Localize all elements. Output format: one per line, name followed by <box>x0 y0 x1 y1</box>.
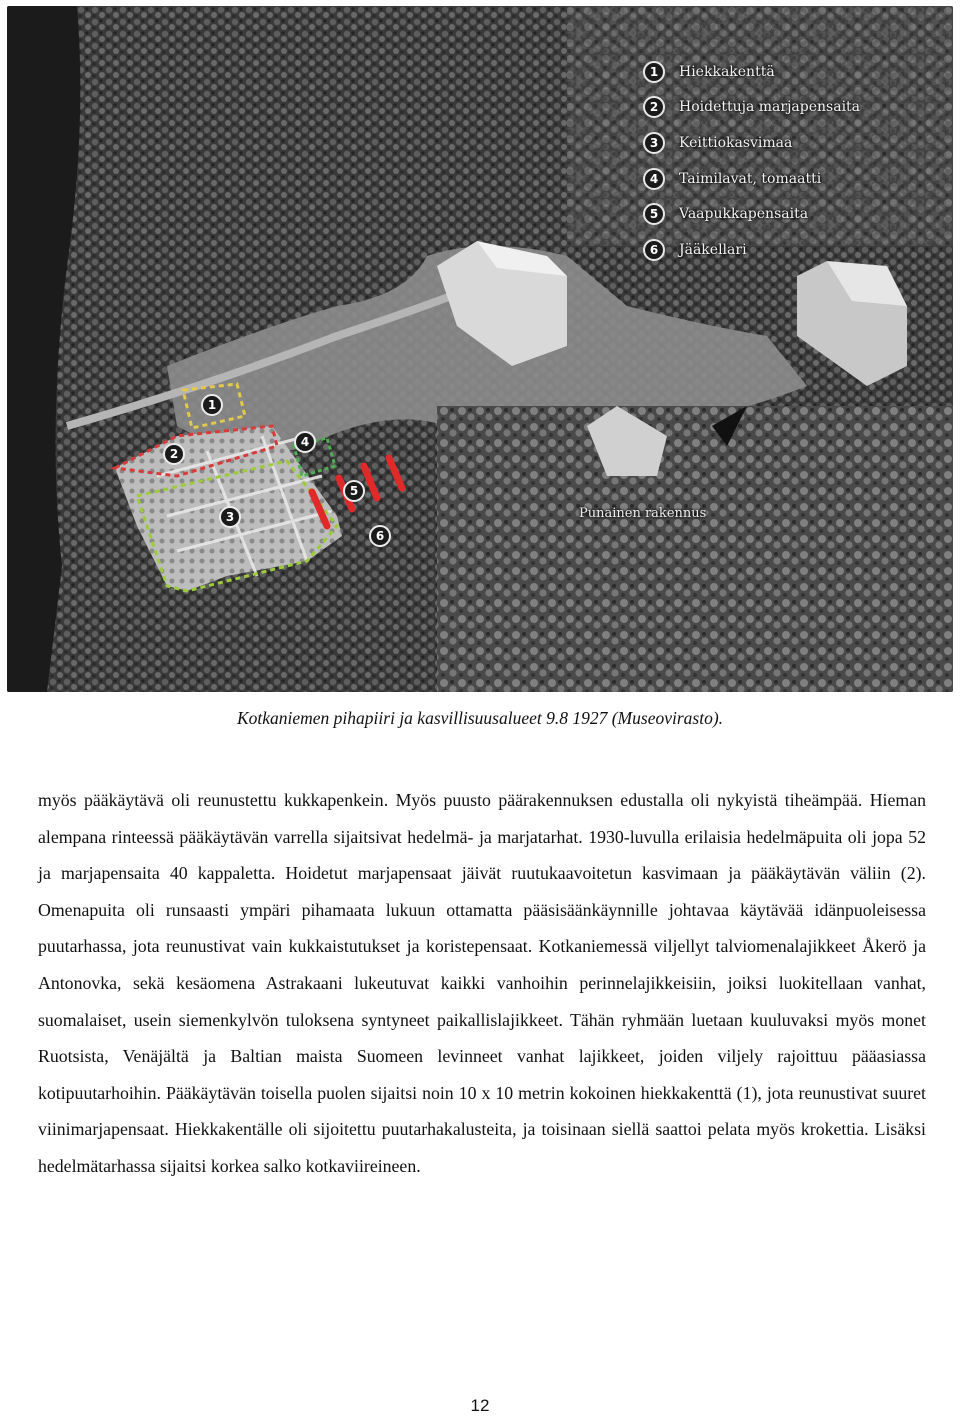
map-marker-2: 2 <box>163 443 185 465</box>
legend-item <box>643 161 903 197</box>
legend-label: Jääkellari <box>679 241 747 258</box>
legend-label: Hoidettuja marjapensaita <box>679 99 861 116</box>
map-marker-5: 5 <box>343 480 365 502</box>
legend-number: 1 <box>643 61 665 83</box>
legend-item <box>643 232 903 268</box>
legend-number: 3 <box>643 132 665 154</box>
legend-item <box>643 90 903 126</box>
map-marker-1: 1 <box>201 394 223 416</box>
map-marker-6: 6 <box>369 525 391 547</box>
map-marker-4: 4 <box>294 431 316 453</box>
legend-item <box>643 54 903 90</box>
legend-label: Keittiokasvimaa <box>679 134 793 151</box>
aerial-photo <box>7 6 953 692</box>
legend-item <box>643 196 903 232</box>
legend-label: Taimilavat, tomaatti <box>679 170 822 187</box>
legend-item <box>643 125 903 161</box>
figure-caption: Kotkaniemen pihapiiri ja kasvillisuusalueet 9.8 1927 (Museovirasto). <box>236 708 724 728</box>
legend-number: 6 <box>643 239 665 261</box>
map-marker-3: 3 <box>219 506 241 528</box>
legend-number: 2 <box>643 96 665 118</box>
legend-label: Hiekkakenttä <box>679 63 775 80</box>
legend-number: 4 <box>643 168 665 190</box>
building-label: Punainen rakennus <box>579 506 707 521</box>
photo-legend <box>643 54 903 268</box>
body-paragraph: myös pääkäytävä oli reunustettu kukkapenkein. Myös puusto päärakennuksen edustalla oli nykyistä tiheämpää. Hieman alempana rinteessä pääkäytävän varrella sijaitsivat hedelmä- ja marjatarhat. 1930-luvulla erilaisia hedelmäpuita oli jopa 52 ja marjapensaita 40 kappaletta. Hoidetut marjapensaat jäivät ruutukaavoitetun kasvimaan ja pääkäytävän väliin (2). Omenapuita oli runsaasti ympäri pihamaata lukuun ottamatta pääsisäänkäynnille johtavaa käytävää idänpuoleisessa puutarhassa, jota reunustivat vain kukkaistutukset ja koristepensaat. Kotkaniemessä viljellyt talviomenalajikkeet Åkerö ja Antonovka, sekä kesäomena Astrakaani lukeutuvat kaikki vanhoihin perinnelajikkeisiin, joiksi luokitellaan vanhat, suomalaiset, usein siemenkylvön tuloksena syntyneet paikallislajikkeet. Tähän ryhmään luetaan kuuluvaksi myös monet Ruotsista, Venäjältä ja Baltian maista Suomeen levinneet vanhat lajikkeet, joiden viljely rajoittuu pääasiassa kotipuutarhoihin. Pääkäytävän toisella puolen sijaitsi noin 10 x 10 metrin kokoinen hiekkakenttä (1), jota reunustivat suuret viinimarjapensaat. Hiekkakentälle oli sijoitettu puutarhakalusteita, ja toisinaan siellä saattoi pelata myös krokettia. Lisäksi hedelmätarhassa sijaitsi korkea salko kotkaviireineen. <box>38 790 926 1176</box>
legend-number: 5 <box>643 203 665 225</box>
page-number: 12 <box>470 1396 490 1415</box>
legend-label: Vaapukkapensaita <box>679 206 809 223</box>
